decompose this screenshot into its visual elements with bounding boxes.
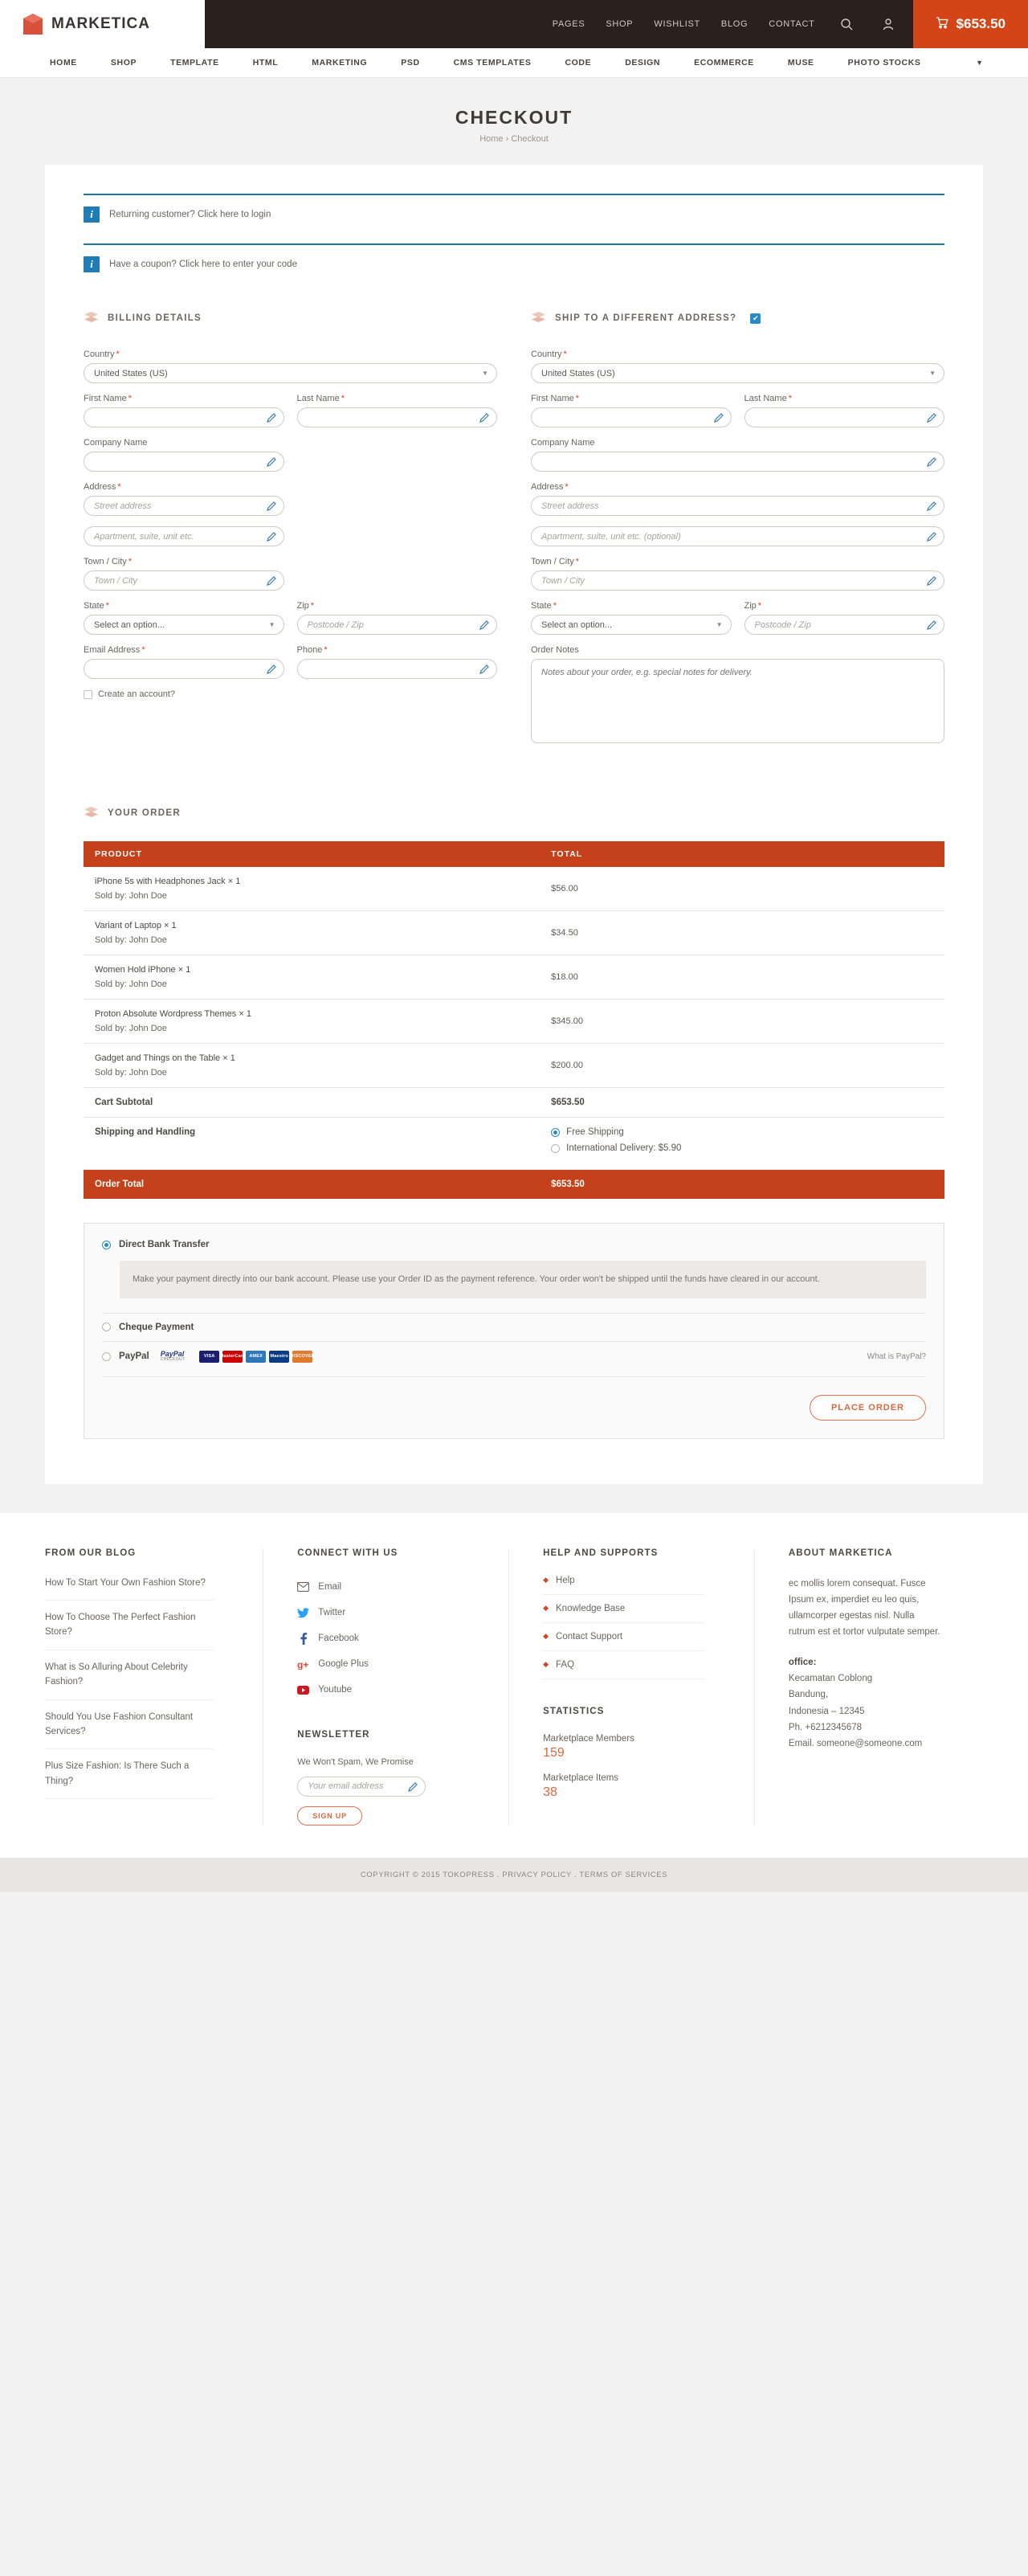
help-link-knowledge-base[interactable] bbox=[543, 1604, 704, 1623]
billing-last-name-group bbox=[297, 394, 498, 427]
shipping-first-name-label: First Name * bbox=[531, 394, 580, 403]
shipping-address-group bbox=[531, 482, 944, 516]
order-table bbox=[84, 841, 944, 1199]
top-nav-blog[interactable]: BLOG bbox=[720, 19, 749, 29]
top-nav-pages[interactable]: PAGES bbox=[552, 19, 585, 29]
footer-about-column bbox=[754, 1548, 983, 1826]
visa-icon: VISA bbox=[199, 1351, 219, 1363]
shipping-state-select[interactable] bbox=[531, 615, 732, 635]
billing-title: BILLING DETAILS bbox=[108, 313, 202, 323]
stack-icon bbox=[531, 311, 546, 325]
payment-paypal[interactable] bbox=[102, 1341, 926, 1372]
shipping-address2-input[interactable] bbox=[531, 526, 944, 546]
nav-marketing[interactable]: MARKETING bbox=[312, 57, 368, 67]
cart-subtotal-value: $653.50 bbox=[540, 1088, 944, 1118]
shipping-zip-group bbox=[744, 601, 945, 635]
direct-bank-transfer-label: Direct Bank Transfer bbox=[119, 1240, 210, 1249]
payment-methods bbox=[84, 1223, 944, 1439]
order-total-value: $653.50 bbox=[540, 1170, 944, 1200]
social-twitter[interactable] bbox=[297, 1601, 481, 1627]
main-nav bbox=[0, 48, 1028, 78]
cart-icon bbox=[936, 16, 948, 32]
billing-email-label: Email Address * bbox=[84, 645, 145, 655]
brand-name: MARKETICA bbox=[51, 15, 150, 32]
product-seller: Sold by: John Doe bbox=[95, 979, 167, 989]
shipping-zip-label: Zip * bbox=[744, 601, 762, 611]
copyright-text: COPYRIGHT © 2015 TOKOPRESS . bbox=[360, 1870, 500, 1879]
stack-icon bbox=[84, 806, 99, 820]
chevron-down-icon[interactable]: ▼ bbox=[976, 59, 983, 67]
cart-subtotal-label: Cart Subtotal bbox=[84, 1088, 540, 1118]
discover-icon: DISCOVER bbox=[292, 1351, 312, 1363]
shipping-company-input[interactable] bbox=[531, 452, 944, 472]
accepted-cards bbox=[199, 1351, 315, 1363]
nav-design[interactable]: DESIGN bbox=[625, 57, 661, 67]
col-total: TOTAL bbox=[540, 841, 944, 867]
coupon-notice-text[interactable]: Have a coupon? Click here to enter your code bbox=[109, 260, 297, 269]
billing-first-name-label: First Name * bbox=[84, 394, 133, 403]
ship-different-address-checkbox[interactable]: ✔ bbox=[750, 313, 761, 324]
order-heading bbox=[84, 806, 944, 820]
logo-icon bbox=[22, 13, 43, 35]
twitter-icon bbox=[297, 1607, 309, 1619]
info-icon: i bbox=[84, 206, 100, 223]
cart-button[interactable] bbox=[913, 0, 1028, 48]
billing-address2-spacer bbox=[297, 526, 498, 546]
international-delivery-label: International Delivery: $5.90 bbox=[566, 1143, 682, 1153]
shipping-company-group bbox=[531, 438, 944, 472]
shipping-address1-input[interactable] bbox=[531, 496, 944, 516]
shipping-country-label: Country * bbox=[531, 350, 567, 359]
payment-cheque[interactable] bbox=[102, 1313, 926, 1341]
chevron-down-icon: ▼ bbox=[268, 621, 275, 628]
social-youtube-label: Youtube bbox=[318, 1685, 353, 1695]
facebook-icon bbox=[297, 1633, 309, 1645]
page-header bbox=[0, 78, 1028, 165]
office-label: office: bbox=[788, 1658, 817, 1668]
billing-city-label: Town / City * bbox=[84, 557, 133, 566]
what-is-paypal-link[interactable]: What is PayPal? bbox=[867, 1351, 926, 1361]
blog-post-link[interactable]: How To Choose The Perfect Fashion Store? bbox=[45, 1610, 214, 1650]
help-link-help[interactable] bbox=[543, 1576, 704, 1595]
product-total: $345.00 bbox=[540, 1000, 944, 1044]
billing-zip-input[interactable] bbox=[297, 615, 498, 635]
table-row bbox=[84, 955, 944, 1000]
shipping-heading bbox=[531, 311, 944, 325]
radio-paypal[interactable] bbox=[102, 1352, 111, 1361]
newsletter-field bbox=[297, 1777, 426, 1797]
order-notes-label: Order Notes bbox=[531, 645, 579, 655]
cheque-payment-label: Cheque Payment bbox=[119, 1322, 194, 1332]
newsletter-email-input[interactable] bbox=[297, 1777, 426, 1797]
nav-code[interactable]: CODE bbox=[565, 57, 592, 67]
billing-last-name-input[interactable] bbox=[297, 407, 498, 427]
bullet-icon: ◆ bbox=[543, 1660, 549, 1669]
page-title: CHECKOUT bbox=[455, 107, 573, 128]
social-twitter-label: Twitter bbox=[318, 1608, 346, 1618]
table-row bbox=[84, 1044, 944, 1088]
radio-international-delivery[interactable] bbox=[551, 1144, 560, 1153]
shipping-city-label: Town / City * bbox=[531, 557, 580, 566]
top-nav bbox=[205, 0, 913, 48]
billing-heading bbox=[84, 311, 497, 325]
footer-about-title: ABOUT MARKETICA bbox=[788, 1548, 893, 1558]
nav-psd[interactable]: PSD bbox=[401, 57, 420, 67]
col-product: PRODUCT bbox=[84, 841, 540, 867]
help-label: FAQ bbox=[556, 1659, 575, 1670]
product-name: iPhone 5s with Headphones Jack × 1 bbox=[95, 877, 241, 886]
product-total: $18.00 bbox=[540, 955, 944, 1000]
office-line: Bandung, bbox=[788, 1690, 829, 1700]
office-line: Indonesia – 12345 bbox=[788, 1706, 865, 1716]
product-total: $200.00 bbox=[540, 1044, 944, 1088]
product-seller: Sold by: John Doe bbox=[95, 1068, 167, 1077]
about-description: ec mollis lorem consequat. Fusce Ipsum ex, imperdiet eu leo quis, ullamcorper egestas nisl. Nulla rutrum est et tortor vulputate semper. bbox=[788, 1578, 940, 1638]
nav-template[interactable]: TEMPLATE bbox=[170, 57, 219, 67]
footer-connect-title: CONNECT WITH US bbox=[297, 1548, 398, 1558]
shipping-state-label: State * bbox=[531, 601, 557, 611]
shipping-company-label: Company Name bbox=[531, 438, 595, 448]
office-line: Email. someone@someone.com bbox=[788, 1738, 923, 1748]
billing-first-name-group bbox=[84, 394, 284, 427]
breadcrumb-home[interactable]: Home bbox=[479, 134, 504, 144]
social-google-plus[interactable] bbox=[297, 1653, 481, 1678]
newsletter-title: NEWSLETTER bbox=[297, 1729, 370, 1740]
terms-of-services-link[interactable]: TERMS OF SERVICES bbox=[579, 1870, 668, 1879]
product-name: Gadget and Things on the Table × 1 bbox=[95, 1053, 235, 1063]
user-account-icon[interactable] bbox=[878, 14, 899, 35]
shipping-country-select[interactable] bbox=[531, 363, 944, 383]
info-icon: i bbox=[84, 256, 100, 272]
direct-bank-transfer-description: Make your payment directly into our bank account. Please use your Order ID as the payment reference. Your order won't be shipped until the funds have cleared in our account. bbox=[120, 1261, 926, 1298]
shipping-option-free[interactable] bbox=[551, 1127, 933, 1137]
nav-html[interactable]: HTML bbox=[252, 57, 279, 67]
shipping-details-section bbox=[531, 311, 944, 756]
shipping-first-name-group bbox=[531, 394, 732, 427]
social-email[interactable] bbox=[297, 1576, 481, 1601]
billing-state-select[interactable] bbox=[84, 615, 284, 635]
help-label: Help bbox=[556, 1575, 575, 1585]
order-total-label: Order Total bbox=[84, 1170, 540, 1200]
checkout-card bbox=[45, 165, 983, 1484]
breadcrumb-separator: › bbox=[505, 134, 509, 144]
order-notes-textarea[interactable] bbox=[531, 659, 944, 743]
billing-first-name-input[interactable] bbox=[84, 407, 284, 427]
footer-blog-column bbox=[45, 1548, 263, 1826]
table-row bbox=[84, 867, 944, 911]
stack-icon bbox=[84, 311, 99, 325]
brand-logo[interactable] bbox=[0, 0, 205, 48]
table-row bbox=[84, 1000, 944, 1044]
free-shipping-label: Free Shipping bbox=[566, 1127, 624, 1137]
youtube-icon bbox=[297, 1684, 309, 1696]
billing-address1-input[interactable] bbox=[84, 496, 284, 516]
product-name: Variant of Laptop × 1 bbox=[95, 921, 177, 930]
product-name: Proton Absolute Wordpress Themes × 1 bbox=[95, 1009, 251, 1019]
billing-email-group bbox=[84, 645, 284, 679]
top-nav-shop[interactable]: SHOP bbox=[606, 19, 634, 29]
statistics-title: STATISTICS bbox=[543, 1706, 605, 1716]
social-facebook-label: Facebook bbox=[318, 1634, 359, 1644]
office-line: Kecamatan Coblong bbox=[788, 1674, 873, 1684]
shipping-country-group bbox=[531, 350, 944, 383]
billing-state-label: State * bbox=[84, 601, 109, 611]
billing-company-group bbox=[84, 438, 284, 472]
blog-post-link[interactable]: What is So Alluring About Celebrity Fashion? bbox=[45, 1660, 214, 1700]
coupon-notice[interactable] bbox=[84, 243, 944, 284]
breadcrumb bbox=[0, 134, 1028, 144]
order-notes-group bbox=[531, 645, 944, 746]
nav-home[interactable]: HOME bbox=[50, 57, 77, 67]
social-youtube[interactable] bbox=[297, 1678, 481, 1704]
billing-address-label: Address * bbox=[84, 482, 121, 492]
billing-address2-input[interactable] bbox=[84, 526, 284, 546]
billing-state-group bbox=[84, 601, 284, 635]
footer-blog-title: FROM OUR BLOG bbox=[45, 1548, 137, 1558]
footer-connect-column bbox=[263, 1548, 508, 1826]
top-bar bbox=[0, 0, 1028, 48]
billing-city-input[interactable] bbox=[84, 570, 284, 591]
stat-value-members: 159 bbox=[543, 1745, 565, 1760]
amex-icon: AMEX bbox=[246, 1351, 266, 1363]
top-nav-contact[interactable]: CONTACT bbox=[769, 19, 815, 29]
cart-subtotal-row bbox=[84, 1088, 944, 1118]
radio-cheque-payment[interactable] bbox=[102, 1323, 111, 1331]
billing-country-group bbox=[84, 350, 497, 383]
billing-email-input[interactable] bbox=[84, 659, 284, 679]
newsletter-subtitle: We Won't Spam, We Promise bbox=[297, 1756, 414, 1767]
mastercard-icon: MasterCard bbox=[222, 1351, 243, 1363]
your-order-section bbox=[84, 806, 944, 1439]
shipping-state-group bbox=[531, 601, 732, 635]
nav-shop[interactable]: SHOP bbox=[110, 57, 137, 67]
order-total-row bbox=[84, 1170, 944, 1200]
create-account-label: Create an account? bbox=[98, 689, 176, 699]
billing-address-spacer bbox=[297, 482, 498, 516]
billing-phone-label: Phone * bbox=[296, 645, 328, 655]
footer-help-column bbox=[508, 1548, 754, 1826]
breadcrumb-current: Checkout bbox=[511, 134, 549, 144]
help-label: Knowledge Base bbox=[556, 1603, 626, 1613]
maestro-icon: Maestro bbox=[269, 1351, 289, 1363]
nav-ecommerce[interactable]: ECOMMERCE bbox=[694, 57, 754, 67]
social-google-plus-label: Google Plus bbox=[318, 1659, 369, 1670]
payment-direct-bank-transfer[interactable] bbox=[102, 1240, 926, 1249]
billing-city-spacer bbox=[297, 557, 498, 591]
social-email-label: Email bbox=[318, 1582, 342, 1593]
newsletter-signup-button[interactable]: SIGN UP bbox=[297, 1806, 362, 1826]
table-row bbox=[84, 911, 944, 955]
billing-company-label: Company Name bbox=[84, 438, 148, 448]
nav-muse[interactable]: MUSE bbox=[787, 57, 814, 67]
shipping-city-input[interactable] bbox=[531, 570, 944, 591]
bullet-icon: ◆ bbox=[543, 1604, 549, 1613]
email-icon bbox=[297, 1581, 309, 1593]
help-label: Contact Support bbox=[556, 1631, 623, 1642]
stat-label-members: Marketplace Members bbox=[543, 1733, 634, 1744]
chevron-down-icon: ▼ bbox=[716, 621, 723, 628]
nav-photo-stocks[interactable]: PHOTO STOCKS bbox=[847, 57, 921, 67]
order-table-header bbox=[84, 841, 944, 867]
stat-label-items: Marketplace Items bbox=[543, 1773, 619, 1783]
privacy-policy-link[interactable]: PRIVACY POLICY . bbox=[502, 1870, 577, 1879]
top-nav-wishlist[interactable]: WISHLIST bbox=[654, 19, 700, 29]
shipping-title: SHIP TO A DIFFERENT ADDRESS? bbox=[555, 313, 737, 323]
cart-total: $653.50 bbox=[956, 16, 1006, 31]
bullet-icon: ◆ bbox=[543, 1632, 549, 1641]
billing-zip-group bbox=[297, 601, 498, 635]
product-total: $56.00 bbox=[540, 867, 944, 911]
blog-post-link[interactable]: How To Start Your Own Fashion Store? bbox=[45, 1576, 214, 1601]
billing-country-select[interactable] bbox=[84, 363, 497, 383]
radio-direct-bank-transfer[interactable] bbox=[102, 1241, 111, 1249]
login-notice-text[interactable]: Returning customer? Click here to login bbox=[109, 210, 271, 219]
stat-value-items: 38 bbox=[543, 1785, 557, 1799]
shipping-label: Shipping and Handling bbox=[84, 1118, 540, 1170]
product-seller: Sold by: John Doe bbox=[95, 891, 167, 901]
chevron-down-icon: ▼ bbox=[482, 370, 488, 377]
billing-address-group bbox=[84, 482, 284, 516]
shipping-address-label: Address * bbox=[531, 482, 569, 492]
order-title: YOUR ORDER bbox=[108, 808, 181, 818]
paypal-logo-icon: PayPal CHECKOUT bbox=[160, 1350, 186, 1363]
shipping-first-name-input[interactable] bbox=[531, 407, 732, 427]
shipping-option-international[interactable] bbox=[551, 1143, 933, 1153]
billing-last-name-label: Last Name * bbox=[296, 394, 345, 403]
billing-zip-label: Zip * bbox=[296, 601, 315, 611]
billing-phone-group bbox=[297, 645, 498, 679]
search-icon[interactable] bbox=[836, 14, 857, 35]
footer-help-title: HELP AND SUPPORTS bbox=[543, 1548, 659, 1558]
billing-country-label: Country * bbox=[84, 350, 120, 359]
shipping-zip-input[interactable] bbox=[744, 615, 945, 635]
billing-details-section bbox=[84, 311, 497, 756]
billing-phone-input[interactable] bbox=[297, 659, 498, 679]
shipping-address2-group bbox=[531, 526, 944, 546]
chevron-down-icon: ▼ bbox=[929, 370, 936, 377]
bullet-icon: ◆ bbox=[543, 1576, 549, 1584]
office-line: Ph. +6212345678 bbox=[788, 1722, 863, 1732]
shipping-last-name-input[interactable] bbox=[744, 407, 945, 427]
paypal-label: PayPal bbox=[119, 1351, 149, 1362]
shipping-last-name-group bbox=[744, 394, 945, 427]
product-seller: Sold by: John Doe bbox=[95, 935, 167, 945]
help-link-contact-support[interactable] bbox=[543, 1632, 704, 1651]
billing-company-input[interactable] bbox=[84, 452, 284, 472]
nav-cms-templates[interactable]: CMS TEMPLATES bbox=[453, 57, 532, 67]
login-notice[interactable] bbox=[84, 194, 944, 234]
shipping-city-group bbox=[531, 557, 944, 591]
product-total: $34.50 bbox=[540, 911, 944, 955]
svg-text:g+: g+ bbox=[297, 1658, 309, 1670]
place-order-button[interactable]: PLACE ORDER bbox=[810, 1395, 926, 1421]
place-order-row bbox=[102, 1376, 926, 1421]
copyright-bar bbox=[0, 1858, 1028, 1892]
footer bbox=[0, 1513, 1028, 1858]
billing-city-group bbox=[84, 557, 284, 591]
radio-free-shipping[interactable] bbox=[551, 1128, 560, 1137]
billing-company-spacer bbox=[297, 438, 498, 472]
help-link-faq[interactable] bbox=[543, 1660, 704, 1679]
product-name: Women Hold iPhone × 1 bbox=[95, 965, 191, 975]
blog-post-link[interactable]: Plus Size Fashion: Is There Such a Thing? bbox=[45, 1759, 214, 1799]
create-account-checkbox-row[interactable] bbox=[84, 689, 497, 699]
social-facebook[interactable] bbox=[297, 1627, 481, 1653]
blog-post-link[interactable]: Should You Use Fashion Consultant Services? bbox=[45, 1710, 214, 1750]
product-seller: Sold by: John Doe bbox=[95, 1024, 167, 1033]
shipping-last-name-label: Last Name * bbox=[744, 394, 792, 403]
google-plus-icon bbox=[297, 1658, 309, 1670]
shipping-row bbox=[84, 1118, 944, 1170]
create-account-checkbox[interactable] bbox=[84, 690, 92, 699]
billing-address2-group bbox=[84, 526, 284, 546]
